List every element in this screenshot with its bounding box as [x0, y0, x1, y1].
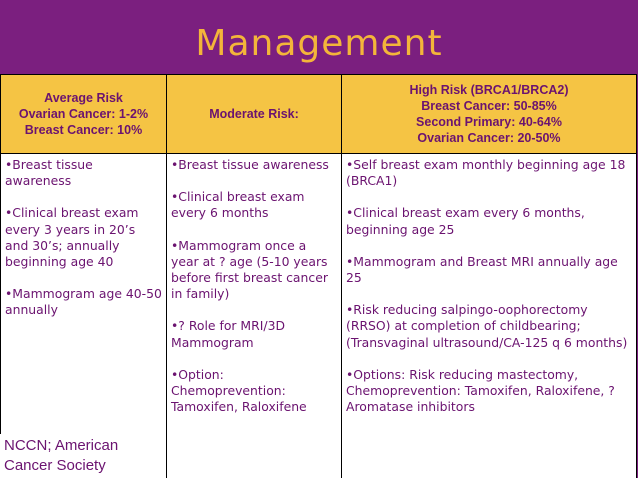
- header-line: Moderate Risk:: [209, 107, 299, 121]
- list-item: •Option: Chemoprevention: Tamoxifen, Raloxifene: [171, 366, 307, 415]
- average-risk-cell: [1, 154, 167, 478]
- list-item: •Mammogram age 40-50 annually: [5, 286, 162, 318]
- list-item: •Breast tissue awareness: [171, 157, 329, 172]
- list-item: •Clinical breast exam every 3 years in 20’s and 30’s; annually beginning age 40: [5, 205, 139, 270]
- header-line: Breast Cancer: 10%: [24, 123, 143, 137]
- header-average-risk: [1, 75, 167, 154]
- header-high-risk: [342, 75, 637, 154]
- slide-title: Management: [195, 23, 443, 64]
- list-item: •Risk reducing salpingo-oophorectomy (RRSO) at completion of childbearing; (Transvaginal ultrasound/CA-125 q 6 months): [346, 302, 628, 350]
- header-line: Breast Cancer: 50-85%: [421, 99, 557, 113]
- table-header-row: [1, 75, 637, 154]
- header-line: Second Primary: 40-64%: [416, 115, 562, 129]
- moderate-risk-cell: [167, 154, 342, 478]
- header-line: Ovarian Cancer: 20-50%: [417, 131, 561, 145]
- list-item: •Self breast exam monthly beginning age 18 (BRCA1): [346, 157, 626, 189]
- list-item: •Options: Risk reducing mastectomy, Chemoprevention: Tamoxifen, Raloxifene, ?Aromatase inhibitors: [346, 366, 615, 415]
- header-line: Ovarian Cancer: 1-2%: [18, 107, 149, 121]
- management-table: [0, 74, 637, 478]
- list-item: •Clinical breast exam every 6 months, beginning age 25: [346, 205, 585, 237]
- high-risk-cell: [342, 154, 637, 478]
- header-line: High Risk (BRCA1/BRCA2): [409, 83, 569, 97]
- table-body-row: [1, 154, 637, 478]
- header-moderate-risk: [167, 75, 342, 154]
- list-item: •? Role for MRI/3D Mammogram: [171, 318, 285, 350]
- source-citation: NCCN; American Cancer Society: [0, 434, 148, 478]
- header-line: Average Risk: [44, 91, 123, 105]
- list-item: •Breast tissue awareness: [5, 157, 93, 189]
- list-item: •Mammogram and Breast MRI annually age 25: [346, 253, 618, 286]
- list-item: •Clinical breast exam every 6 months: [171, 189, 305, 221]
- list-item: •Mammogram once a year at ? age (5-10 years before first breast cancer in family): [171, 237, 328, 302]
